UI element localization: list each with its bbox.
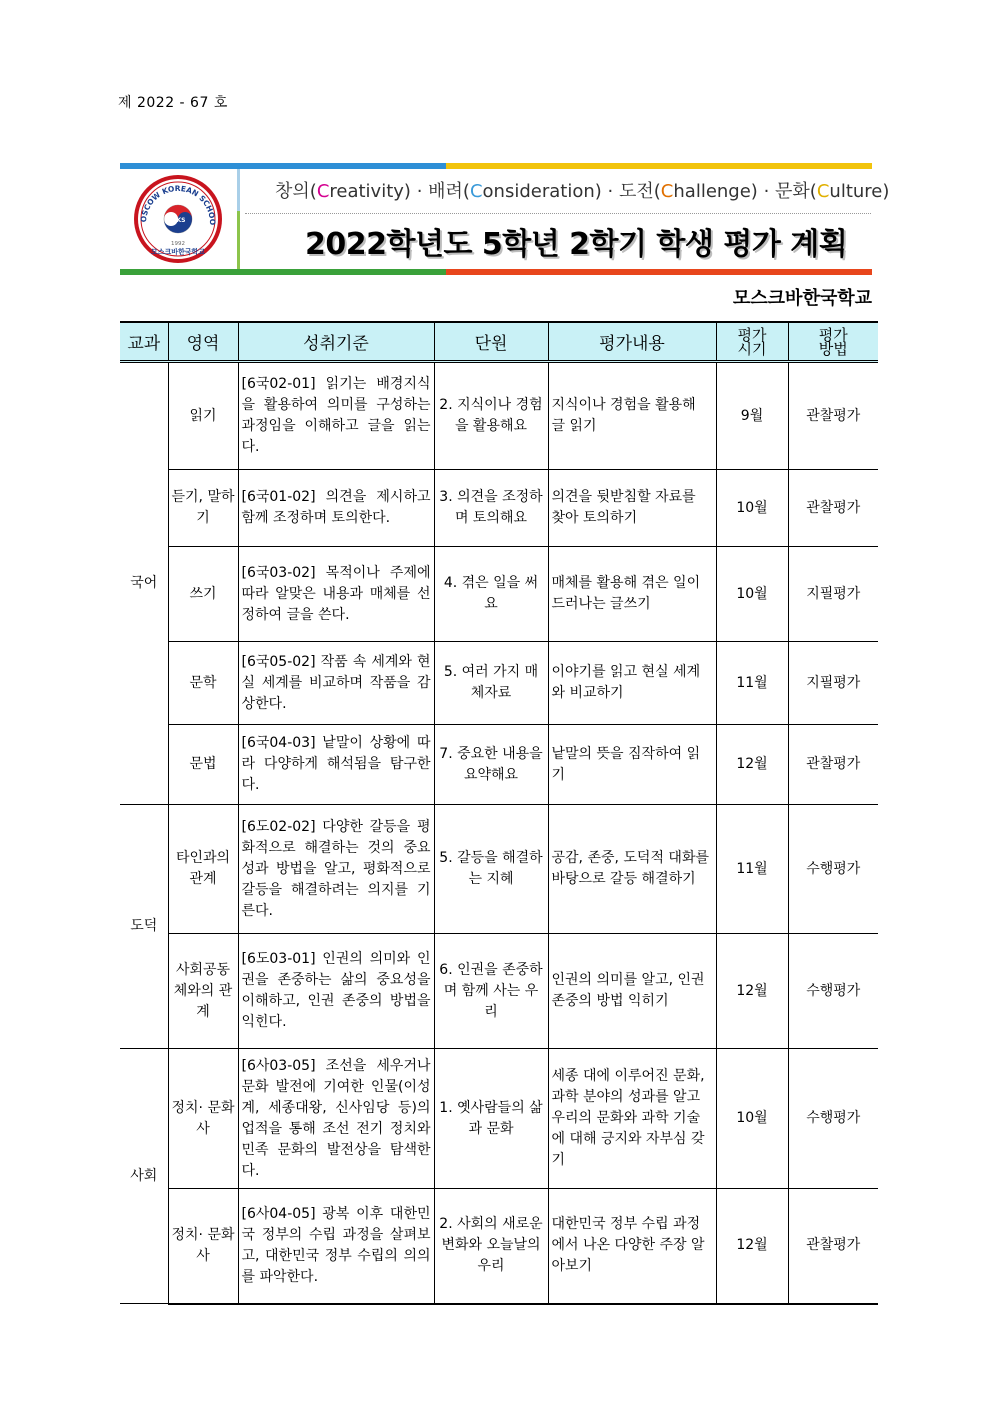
table-row <box>120 642 878 725</box>
time-cell: 12월 <box>716 934 788 1049</box>
logo-separator-top <box>237 169 240 211</box>
time-cell: 10월 <box>716 1049 788 1189</box>
method-cell: 수행평가 <box>788 1049 878 1189</box>
motto-divider <box>245 213 871 214</box>
logo-separator-bottom <box>237 211 240 269</box>
evaluation-plan-table <box>120 321 878 1305</box>
standard-cell: [6국05-02] 작품 속 세계와 현실 세계를 비교하며 작품을 감상한다. <box>238 642 434 725</box>
area-cell: 쓰기 <box>168 547 238 642</box>
table-row <box>120 725 878 805</box>
method-cell: 관찰평가 <box>788 470 878 547</box>
table-row <box>120 1189 878 1304</box>
subject-cell: 도덕 <box>120 805 168 1049</box>
time-cell: 11월 <box>716 805 788 934</box>
area-cell: 타인과의 관계 <box>168 805 238 934</box>
standard-cell: [6사03-05] 조선을 세우거나 문화 발전에 기여한 인물(이성계, 세종대왕, 신사임당 등)의 업적을 통해 조선 전기 정치와 민족 문화의 발전상을 탐색한다. <box>238 1049 434 1189</box>
motto-consideration: 배려(Consideration) <box>428 181 602 202</box>
area-cell: 읽기 <box>168 362 238 470</box>
table-row <box>120 934 878 1049</box>
method-cell: 수행평가 <box>788 934 878 1049</box>
logo-center-text: MKS <box>170 217 186 224</box>
motto-separator: · <box>607 181 614 202</box>
unit-cell: 7. 중요한 내용을 요약해요 <box>434 725 548 805</box>
subject-cell: 국어 <box>120 362 168 805</box>
unit-cell: 3. 의견을 조정하며 토의해요 <box>434 470 548 547</box>
logo-ring-text: OSCOW KOREAN SCHOO <box>138 183 218 226</box>
content-cell: 인권의 의미를 알고, 인권 존중의 방법 익히기 <box>548 934 716 1049</box>
document-number: 제 2022 - 67 호 <box>118 95 228 111</box>
header-area: 영역 <box>168 322 238 362</box>
logo-year: 1992 <box>171 241 185 247</box>
table-header-row <box>120 322 878 362</box>
method-cell: 수행평가 <box>788 805 878 934</box>
header-banner <box>120 163 890 275</box>
table-row <box>120 1049 878 1189</box>
unit-cell: 5. 여러 가지 매체자료 <box>434 642 548 725</box>
header-content: 평가내용 <box>548 322 716 362</box>
school-motto <box>275 177 889 203</box>
bottom-color-bar-red <box>446 269 872 275</box>
time-cell: 10월 <box>716 547 788 642</box>
motto-creativity: 창의(Creativity) <box>275 181 411 202</box>
unit-cell: 4. 겪은 일을 써요 <box>434 547 548 642</box>
time-cell: 12월 <box>716 725 788 805</box>
header-subject: 교과 <box>120 322 168 362</box>
content-cell: 대한민국 정부 수립 과정에서 나온 다양한 주장 알아보기 <box>548 1189 716 1304</box>
unit-cell: 2. 사회의 새로운 변화와 오늘날의 우리 <box>434 1189 548 1304</box>
area-cell: 문학 <box>168 642 238 725</box>
standard-cell: [6사04-05] 광복 이후 대한민국 정부의 수립 과정을 살펴보고, 대한민국 정부 수립의 의의를 파악한다. <box>238 1189 434 1304</box>
table-row <box>120 547 878 642</box>
area-cell: 정치· 문화사 <box>168 1189 238 1304</box>
standard-cell: [6국01-02] 의견을 제시하고 함께 조정하며 토의한다. <box>238 470 434 547</box>
area-cell: 문법 <box>168 725 238 805</box>
motto-separator: · <box>416 181 423 202</box>
bottom-color-bar-green <box>120 269 446 275</box>
time-cell: 10월 <box>716 470 788 547</box>
content-cell: 이야기를 읽고 현실 세계와 비교하기 <box>548 642 716 725</box>
content-cell: 세종 대에 이루어진 문화, 과학 분야의 성과를 알고 우리의 문화와 과학 기술에 대해 긍지와 자부심 갖기 <box>548 1049 716 1189</box>
method-cell: 관찰평가 <box>788 1189 878 1304</box>
content-cell: 의견을 뒷받침할 자료를 찾아 토의하기 <box>548 470 716 547</box>
page-title: 2022학년도 5학년 2학기 학생 평가 계획 <box>305 227 848 262</box>
standard-cell: [6국03-02] 목적이나 주제에 따라 알맞은 내용과 매체를 선정하여 글을 쓴다. <box>238 547 434 642</box>
standard-cell: [6도03-01] 인권의 의미와 인권을 존중하는 삶의 중요성을 이해하고, 인권 존중의 방법을 익힌다. <box>238 934 434 1049</box>
table-row <box>120 805 878 934</box>
standard-cell: [6국02-01] 읽기는 배경지식을 활용하여 의미를 구성하는 과정임을 이해하고 글을 읽는다. <box>238 362 434 470</box>
table-row <box>120 362 878 470</box>
header-method: 평가 방법 <box>788 322 878 362</box>
header-time: 평가 시기 <box>716 322 788 362</box>
area-cell: 듣기, 말하기 <box>168 470 238 547</box>
unit-cell: 5. 갈등을 해결하는 지혜 <box>434 805 548 934</box>
header-unit: 단원 <box>434 322 548 362</box>
motto-culture: 문화(Culture) <box>775 181 890 202</box>
school-name: 모스크바한국학교 <box>732 288 872 309</box>
unit-cell: 6. 인권을 존중하며 함께 사는 우리 <box>434 934 548 1049</box>
logo-bottom-text: 모스크바한국학교 <box>150 248 206 256</box>
time-cell: 9월 <box>716 362 788 470</box>
method-cell: 지필평가 <box>788 547 878 642</box>
time-cell: 12월 <box>716 1189 788 1304</box>
table-row <box>120 470 878 547</box>
school-logo <box>120 169 240 269</box>
method-cell: 관찰평가 <box>788 362 878 470</box>
unit-cell: 2. 지식이나 경험을 활용해요 <box>434 362 548 470</box>
method-cell: 지필평가 <box>788 642 878 725</box>
area-cell: 정치· 문화사 <box>168 1049 238 1189</box>
top-color-bar-yellow <box>446 163 872 169</box>
unit-cell: 1. 옛사람들의 삶과 문화 <box>434 1049 548 1189</box>
content-cell: 공감, 존중, 도덕적 대화를 바탕으로 갈등 해결하기 <box>548 805 716 934</box>
area-cell: 사회공동체와의 관계 <box>168 934 238 1049</box>
content-cell: 지식이나 경험을 활용해 글 읽기 <box>548 362 716 470</box>
subject-cell: 사회 <box>120 1049 168 1304</box>
content-cell: 낱말의 뜻을 짐작하여 읽기 <box>548 725 716 805</box>
header-standard: 성취기준 <box>238 322 434 362</box>
content-cell: 매체를 활용해 겪은 일이 드러나는 글쓰기 <box>548 547 716 642</box>
motto-challenge: 도전(Challenge) <box>618 181 758 202</box>
standard-cell: [6국04-03] 낱말이 상황에 따라 다양하게 해석됨을 탐구한다. <box>238 725 434 805</box>
motto-separator: · <box>763 181 770 202</box>
time-cell: 11월 <box>716 642 788 725</box>
standard-cell: [6도02-02] 다양한 갈등을 평화적으로 해결하는 것의 중요성과 방법을 알고, 평화적으로 갈등을 해결하려는 의지를 기른다. <box>238 805 434 934</box>
method-cell: 관찰평가 <box>788 725 878 805</box>
